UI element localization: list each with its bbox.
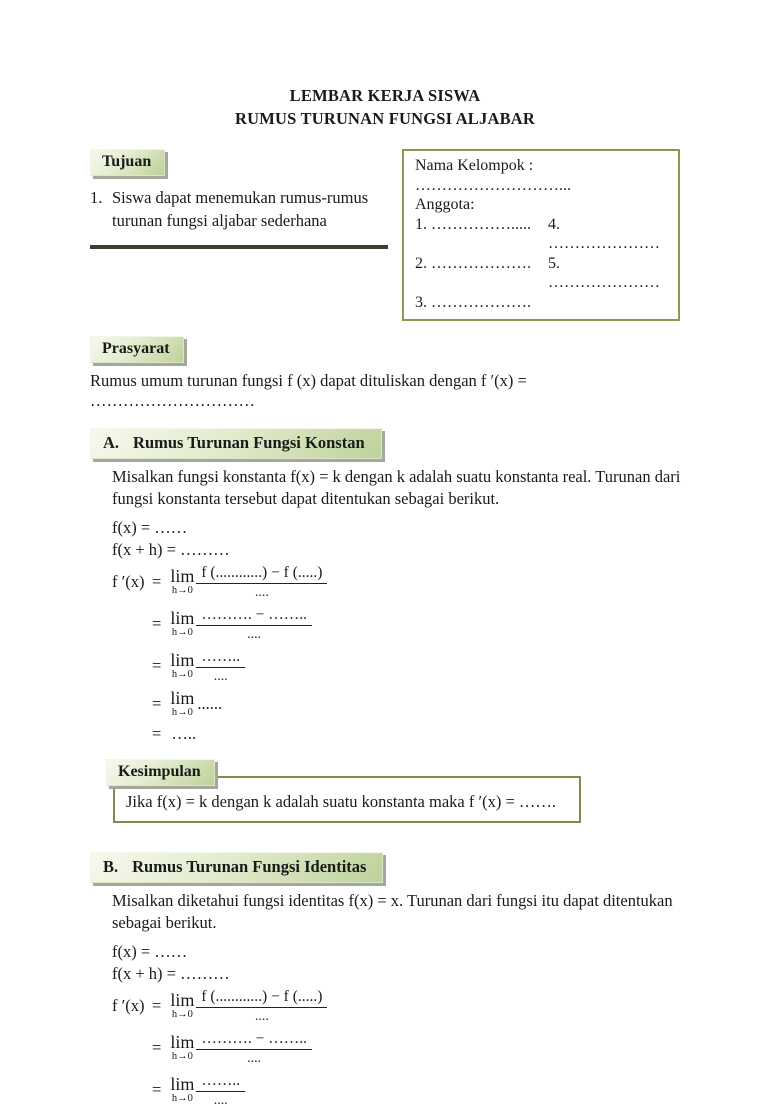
fraction: [196, 606, 312, 642]
section-b-header: [90, 852, 383, 883]
fraction-denominator: ....: [247, 1050, 262, 1066]
equals-sign: =: [152, 693, 162, 713]
member-blank-4: 4. …………………: [548, 215, 660, 252]
section-b-derivation: [112, 987, 680, 1109]
tujuan-label: Tujuan: [90, 149, 165, 176]
horizontal-rule: [90, 245, 388, 249]
limit-subscript: h→0: [171, 1008, 193, 1020]
member-blank-5: 5. …………………: [548, 254, 660, 291]
equals-sign: =: [152, 572, 162, 591]
limit-subscript: h→0: [171, 707, 193, 718]
formula-lhs: f ′(x): [112, 995, 145, 1015]
limit-operator: lim h→0: [170, 688, 195, 718]
fraction: [196, 648, 245, 684]
limit-subscript: h→0: [171, 669, 193, 681]
fraction-numerator: f (............) − f (.....): [196, 564, 327, 584]
section-b-number: B.: [103, 856, 119, 876]
tujuan-item-number: 1.: [90, 188, 103, 207]
fraction-denominator: ....: [213, 669, 228, 684]
limit-operator: lim h→0: [170, 1031, 195, 1062]
given-fx: f(x) = ……: [112, 518, 188, 537]
title-line-1: LEMBAR KERJA SISWA: [289, 86, 481, 105]
equals-sign: =: [152, 723, 162, 743]
fraction-numerator: ……..: [196, 1072, 245, 1092]
document-title: [90, 84, 680, 130]
formula-step-4: [112, 689, 680, 719]
fraction: [196, 988, 327, 1024]
prasyarat-text: Rumus umum turunan fungsi f (x) dapat dituliskan dengan f ′(x) = …………………………: [90, 371, 527, 410]
section-b: [90, 852, 680, 1109]
formula-lhs: f ′(x): [112, 572, 145, 591]
member-blank-3: 3. ……………….: [415, 293, 531, 311]
fraction: [196, 1030, 312, 1066]
fraction-numerator: ………. − ……..: [196, 606, 312, 626]
section-a-header: [90, 428, 382, 459]
limit-subscript: h→0: [171, 1092, 193, 1104]
equals-sign: =: [152, 1037, 162, 1057]
formula-step-1: [112, 987, 680, 1025]
formula-step-3: [112, 647, 680, 685]
section-a-intro: Misalkan fungsi konstanta f(x) = k dengan k adalah suatu konstanta real. Turunan dari fungsi konstanta tersebut dapat ditentukan sebagai berikut.: [112, 467, 681, 508]
tujuan-item: [90, 186, 392, 232]
formula-step-2: [112, 605, 680, 643]
section-a-title: Rumus Turunan Fungsi Konstan: [133, 433, 365, 452]
fraction-numerator: ………. − ……..: [196, 1030, 312, 1050]
title-line-2: RUMUS TURUNAN FUNGSI ALJABAR: [234, 109, 536, 128]
formula-step-5: [112, 721, 680, 747]
prasyarat-label: Prasyarat: [90, 336, 184, 363]
prasyarat-section: [90, 336, 680, 411]
equals-sign: =: [152, 1079, 162, 1099]
tujuan-section: [90, 149, 392, 249]
kesimpulan-label: Kesimpulan: [106, 759, 215, 786]
group-name-blank: Nama Kelompok : ………………………...: [415, 157, 571, 194]
top-row: [90, 149, 680, 321]
limit-subscript: h→0: [171, 627, 193, 639]
fraction-denominator: ....: [213, 1092, 228, 1108]
formula-step-3: [112, 1071, 680, 1109]
section-b-title: Rumus Turunan Fungsi Identitas: [132, 856, 367, 876]
given-fx: f(x) = ……: [112, 941, 188, 961]
limit-operator: lim h→0: [170, 1073, 195, 1104]
fraction-numerator: ……..: [196, 648, 245, 668]
answer-blank: …..: [171, 723, 197, 743]
formula-step-2: [112, 1029, 680, 1067]
formula-step-1: [112, 563, 680, 601]
section-a: [90, 428, 680, 747]
answer-blank: ......: [197, 693, 223, 713]
section-a-number: A.: [103, 433, 120, 452]
kesimpulan-text: Jika f(x) = k dengan k adalah suatu konstanta maka f ′(x) = …….: [126, 791, 557, 811]
anggota-label: Anggota:: [415, 196, 475, 213]
limit-operator: lim h→0: [170, 650, 195, 681]
limit-subscript: h→0: [171, 585, 193, 597]
fraction-denominator: ....: [254, 1008, 269, 1024]
equals-sign: =: [152, 614, 162, 633]
tujuan-item-text: Siswa dapat menemukan rumus-rumus turunan fungsi aljabar sederhana: [112, 188, 369, 230]
limit-operator: lim h→0: [170, 608, 195, 639]
fraction: [196, 564, 327, 600]
given-fxh: f(x + h) = ………: [112, 963, 230, 983]
member-blank-2: 2. ……………….: [415, 254, 531, 272]
kesimpulan-section: [106, 759, 680, 823]
limit-subscript: h→0: [171, 1050, 193, 1062]
fraction-denominator: ....: [247, 627, 262, 642]
fraction: [196, 1072, 245, 1108]
section-b-intro: Misalkan diketahui fungsi identitas f(x) = x. Turunan dari fungsi itu dapat ditentukan sebagai berikut.: [112, 890, 673, 932]
group-identity-box: [402, 149, 680, 321]
limit-operator: lim h→0: [170, 566, 195, 597]
section-a-derivation: [112, 563, 680, 747]
fraction-numerator: f (............) − f (.....): [196, 988, 327, 1008]
member-list: [415, 215, 668, 313]
equals-sign: =: [152, 656, 162, 675]
member-blank-1: 1. …………….....: [415, 215, 531, 233]
fraction-denominator: ....: [254, 585, 269, 600]
equals-sign: =: [152, 995, 162, 1015]
given-fxh: f(x + h) = ………: [112, 540, 230, 559]
limit-operator: lim h→0: [170, 989, 195, 1020]
